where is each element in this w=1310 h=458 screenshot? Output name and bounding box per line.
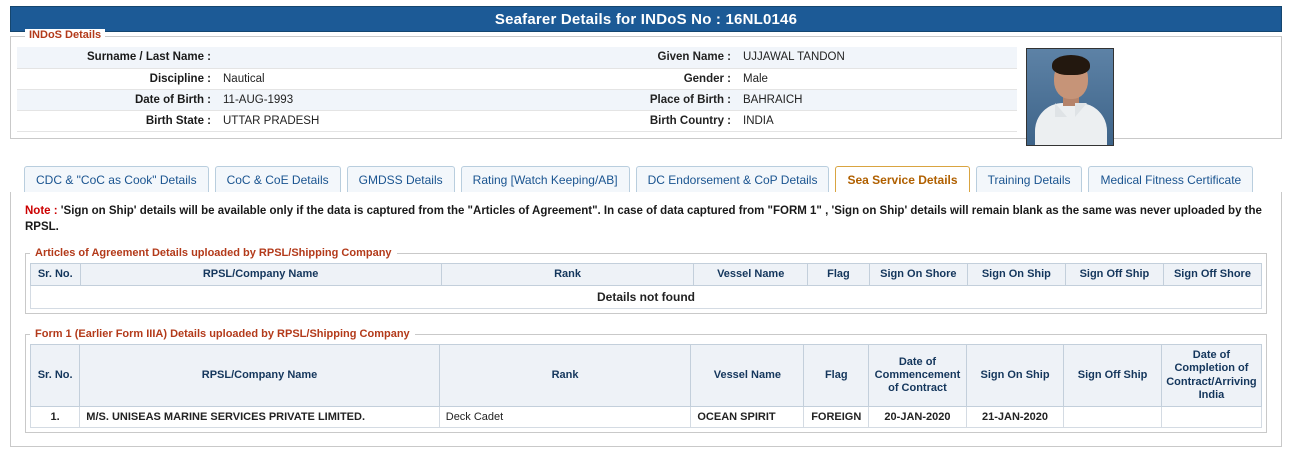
table-row [17,68,1017,89]
note-text [25,204,1267,235]
birth-state-label: Birth State : [17,110,217,131]
cell-vessel-name: OCEAN SPIRIT [691,406,804,427]
birth-state-value: UTTAR PRADESH [217,110,517,131]
indos-details-legend: INDoS Details [25,29,105,41]
col-sign-off-ship: Sign Off Ship [1064,345,1162,407]
col-rank: Rank [441,264,694,286]
table-row [31,406,1262,427]
indos-details-table [17,47,1017,132]
dob-value: 11-AUG-1993 [217,89,517,110]
cell-sign-off-ship [1064,406,1162,427]
col-company-name: RPSL/Company Name [80,264,441,286]
gender-label: Gender : [517,68,737,89]
col-sign-off-shore: Sign Off Shore [1163,264,1261,286]
sea-service-panel [10,192,1282,447]
col-rank: Rank [439,345,691,407]
col-date-of-commencement: Date of Commencement of Contract [869,345,967,407]
surname-label: Surname / Last Name : [17,47,217,68]
photo-shirt [1035,103,1107,146]
col-sign-on-ship: Sign On Ship [966,345,1064,407]
table-header-row [31,264,1262,286]
table-row [17,89,1017,110]
birth-country-label: Birth Country : [517,110,737,131]
tab-rating-watch-keeping[interactable]: Rating [Watch Keeping/AB] [461,166,630,192]
gender-value: Male [737,68,1017,89]
articles-of-agreement-table [30,263,1262,309]
tab-dc-endorsement-cop[interactable]: DC Endorsement & CoP Details [636,166,830,192]
articles-of-agreement-legend: Articles of Agreement Details uploaded by RPSL/Shipping Company [35,247,392,260]
photo-collar-right [1075,103,1087,117]
col-sign-on-shore: Sign On Shore [869,264,967,286]
form1-legend: Form 1 (Earlier Form IIIA) Details uploaded by RPSL/Shipping Company [35,328,410,341]
birth-country-value: INDIA [737,110,1017,131]
given-name-value: UJJAWAL TANDON [737,47,1017,68]
table-row [31,286,1262,309]
tab-training-details[interactable]: Training Details [976,166,1083,192]
col-date-of-completion: Date of Completion of Contract/Arriving India [1161,345,1261,407]
given-name-label: Given Name : [517,47,737,68]
table-header-row [31,345,1262,407]
note-body: 'Sign on Ship' details will be available only if the data is captured from the "Articles of Agreement". In case of data captured from "FORM 1" , 'Sign on Ship' details will remain blank as the same was never uploaded by the RPSL. [25,205,1262,233]
cell-sr-no: 1. [31,406,80,427]
col-vessel-name: Vessel Name [691,345,804,407]
col-company-name: RPSL/Company Name [80,345,439,407]
col-flag: Flag [804,345,869,407]
tab-medical-fitness-certificate[interactable]: Medical Fitness Certificate [1088,166,1253,192]
col-sr-no: Sr. No. [31,345,80,407]
note-prefix: Note : [25,205,58,217]
page-title: Seafarer Details for INDoS No : 16NL0146 [10,6,1282,32]
form1-table [30,344,1262,428]
col-sr-no: Sr. No. [31,264,81,286]
cell-date-of-completion [1161,406,1261,427]
tab-gmdss-details[interactable]: GMDSS Details [347,166,455,192]
tab-sea-service-details[interactable]: Sea Service Details [835,166,969,192]
discipline-label: Discipline : [17,68,217,89]
form1-section [25,328,1267,433]
tab-coc-coe-details[interactable]: CoC & CoE Details [215,166,341,192]
table-row [17,47,1017,68]
place-of-birth-label: Place of Birth : [517,89,737,110]
cell-rank: Deck Cadet [439,406,691,427]
col-vessel-name: Vessel Name [694,264,808,286]
cell-sign-on-ship: 21-JAN-2020 [966,406,1064,427]
cell-flag: FOREIGN [804,406,869,427]
surname-value [217,47,517,68]
col-sign-off-ship: Sign Off Ship [1065,264,1163,286]
tab-cdc-coc-as-cook[interactable]: CDC & "CoC as Cook" Details [24,166,209,192]
articles-of-agreement-section [25,247,1267,314]
no-records-message: Details not found [31,286,1262,309]
discipline-value: Nautical [217,68,517,89]
cell-date-of-commencement: 20-JAN-2020 [869,406,967,427]
dob-label: Date of Birth : [17,89,217,110]
col-flag: Flag [807,264,869,286]
indos-details-section [10,29,1282,139]
place-of-birth-value: BAHRAICH [737,89,1017,110]
photo-hair [1052,55,1090,75]
cell-company-name: M/S. UNISEAS MARINE SERVICES PRIVATE LIMITED. [80,406,439,427]
tab-strip [10,166,1282,193]
seafarer-photo [1026,48,1114,146]
col-sign-on-ship: Sign On Ship [967,264,1065,286]
photo-collar-left [1055,103,1067,117]
table-row [17,110,1017,131]
